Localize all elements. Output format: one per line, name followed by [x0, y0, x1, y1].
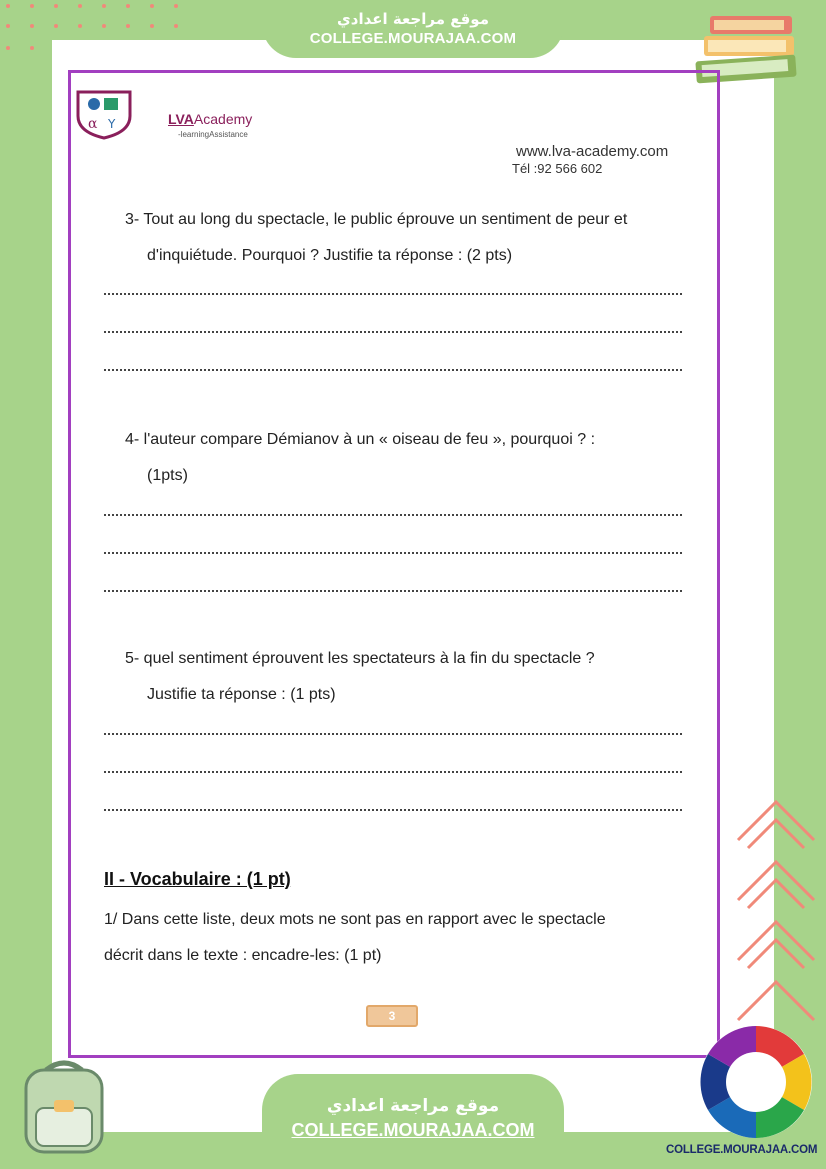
answer-line[interactable]	[104, 733, 682, 735]
header-tab	[262, 0, 564, 58]
svg-text:Y: Y	[108, 117, 116, 131]
chevron-up-icon	[736, 852, 816, 912]
answer-line[interactable]	[104, 369, 682, 371]
question-3-line-1: 3- Tout au long du spectacle, le public éprouve un sentiment de peur et	[125, 211, 628, 228]
question-4-line-1: 4- l'auteur compare Démianov à un « oiseau de feu », pourquoi ? :	[125, 431, 596, 448]
question-4-line-2: (1pts)	[147, 467, 188, 484]
wheel-url[interactable]: COLLEGE.MOURAJAA.COM	[666, 1144, 818, 1156]
footer-url[interactable]: COLLEGE.MOURAJAA.COM	[291, 1120, 535, 1140]
lva-logo-icon	[74, 88, 134, 140]
page-number-badge: 3	[366, 1005, 418, 1027]
answer-line[interactable]	[104, 771, 682, 773]
svg-text:α: α	[88, 116, 98, 132]
brand-subtitle: -learningAssistance	[178, 130, 248, 139]
answer-line[interactable]	[104, 331, 682, 333]
footer-arabic-title: موقع مراجعة اعدادي	[326, 1096, 500, 1116]
vocabulaire-title: II - Vocabulaire : (1 pt)	[104, 869, 291, 889]
vocabulaire-line-1: 1/ Dans cette liste, deux mots ne sont pas en rapport avec le spectacle	[104, 911, 606, 928]
website-link[interactable]: www.lva-academy.com	[516, 143, 669, 160]
question-5-line-1: 5- quel sentiment éprouvent les spectateurs à la fin du spectacle ?	[125, 650, 595, 667]
answer-line[interactable]	[104, 809, 682, 811]
question-5-line-2: Justifie ta réponse : (1 pts)	[147, 686, 336, 703]
brand-name	[168, 111, 252, 127]
answer-line[interactable]	[104, 293, 682, 295]
question-3-line-2: d'inquiétude. Pourquoi ? Justifie ta réponse : (2 pts)	[147, 247, 513, 264]
vocabulaire-line-2: décrit dans le texte : encadre-les: (1 pt)	[104, 947, 382, 964]
answer-line[interactable]	[104, 552, 682, 554]
answer-line[interactable]	[104, 590, 682, 592]
header-url[interactable]: COLLEGE.MOURAJAA.COM	[309, 30, 517, 47]
footer-tab	[262, 1074, 564, 1169]
header-arabic-title: موقع مراجعة اعدادي	[337, 10, 489, 28]
backpack-icon	[16, 1056, 112, 1156]
chevron-up-icon	[736, 792, 816, 852]
phone-number: Tél :92 566 602	[512, 161, 603, 176]
school-wheel-icon	[694, 1022, 818, 1140]
brand-academy: Academy	[193, 111, 253, 127]
chevron-up-icon	[736, 912, 816, 972]
brand-lva: LVA	[168, 111, 194, 127]
answer-line[interactable]	[104, 514, 682, 516]
